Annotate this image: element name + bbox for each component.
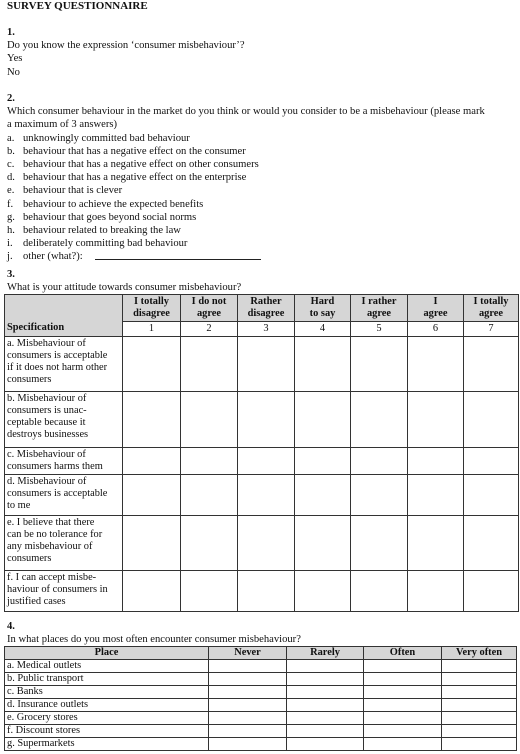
answer-cell[interactable] xyxy=(442,660,517,673)
scale-number: 1 xyxy=(123,322,181,337)
answer-option-other[interactable] xyxy=(7,250,515,263)
answer-cell[interactable] xyxy=(123,448,181,475)
frequency-header: Often xyxy=(364,647,442,660)
page-title: SURVEY QUESTIONNAIRE xyxy=(7,0,148,12)
scale-header: I totally disagree xyxy=(123,295,181,322)
answer-cell[interactable] xyxy=(364,686,442,699)
place-cell: a. Medical outlets xyxy=(5,660,209,673)
answer-cell[interactable] xyxy=(442,712,517,725)
answer-cell[interactable] xyxy=(238,475,295,516)
specification-header: Specification xyxy=(5,295,123,337)
answer-cell[interactable] xyxy=(364,712,442,725)
option-text: deliberately committing bad behaviour xyxy=(23,238,188,250)
answer-cell[interactable] xyxy=(351,337,408,392)
answer-cell[interactable] xyxy=(351,516,408,571)
table-row xyxy=(5,686,517,699)
answer-cell[interactable] xyxy=(209,738,287,751)
answer-cell[interactable] xyxy=(408,571,464,612)
answer-cell[interactable] xyxy=(287,712,364,725)
answer-option[interactable] xyxy=(7,132,515,145)
answer-cell[interactable] xyxy=(209,673,287,686)
table-row xyxy=(5,673,517,686)
answer-option[interactable] xyxy=(7,158,515,171)
answer-cell[interactable] xyxy=(238,337,295,392)
question-text: What is your attitude towards consumer misbehaviour? xyxy=(7,282,242,294)
answer-cell[interactable] xyxy=(287,660,364,673)
answer-cell[interactable] xyxy=(464,571,519,612)
option-letter: i. xyxy=(7,238,13,250)
place-cell: e. Grocery stores xyxy=(5,712,209,725)
answer-cell[interactable] xyxy=(295,392,351,448)
answer-cell[interactable] xyxy=(181,475,238,516)
question-text-line: Which consumer behaviour in the market do you think or would you consider to be a misbehaviour (please mark xyxy=(7,106,485,118)
places-table xyxy=(4,646,517,751)
statement-cell: d. Misbehaviour of consumers is acceptable to me xyxy=(5,475,123,516)
scale-header: I agree xyxy=(408,295,464,322)
statement-cell: e. I believe that there can be no tolerance for any misbehaviour of consumers xyxy=(5,516,123,571)
option-text: behaviour that goes beyond social norms xyxy=(23,211,197,223)
scale-number: 5 xyxy=(351,322,408,337)
option-letter: c. xyxy=(7,159,15,171)
answer-option[interactable] xyxy=(7,211,515,224)
answer-cell[interactable] xyxy=(181,392,238,448)
answer-cell[interactable] xyxy=(209,699,287,712)
question-number: 3. xyxy=(7,269,15,280)
table-row xyxy=(5,337,519,392)
statement-cell: f. I can accept misbe- haviour of consumers in justified cases xyxy=(5,571,123,612)
option-letter: f. xyxy=(7,198,14,210)
option-letter: a. xyxy=(7,132,15,144)
answer-cell[interactable] xyxy=(287,725,364,738)
option-text: behaviour that is clever xyxy=(23,185,123,197)
option-letter: b. xyxy=(7,145,15,157)
answer-cell[interactable] xyxy=(181,448,238,475)
question-2 xyxy=(7,92,515,264)
answer-cell[interactable] xyxy=(287,738,364,751)
option-letter: e. xyxy=(7,185,15,197)
option-text: behaviour to achieve the expected benefits xyxy=(23,198,204,210)
answer-option[interactable] xyxy=(7,198,515,211)
answer-option[interactable] xyxy=(7,171,515,184)
answer-cell[interactable] xyxy=(408,516,464,571)
answer-cell[interactable] xyxy=(209,686,287,699)
table-row xyxy=(5,725,517,738)
place-header: Place xyxy=(5,647,209,660)
scale-header: I rather agree xyxy=(351,295,408,322)
option-letter: j. xyxy=(7,251,13,263)
answer-cell[interactable] xyxy=(408,475,464,516)
answer-cell[interactable] xyxy=(442,673,517,686)
scale-header: I do not agree xyxy=(181,295,238,322)
other-answer-blank[interactable] xyxy=(95,250,261,260)
table-row xyxy=(5,738,517,751)
answer-cell[interactable] xyxy=(364,738,442,751)
scale-number: 3 xyxy=(238,322,295,337)
answer-cell[interactable] xyxy=(351,392,408,448)
answer-cell[interactable] xyxy=(408,392,464,448)
question-1 xyxy=(7,26,515,79)
table-row xyxy=(5,448,519,475)
question-text-line: a maximum of 3 answers) xyxy=(7,119,118,131)
scale-header: Rather disagree xyxy=(238,295,295,322)
table-row xyxy=(5,392,519,448)
answer-cell[interactable] xyxy=(123,392,181,448)
answer-cell[interactable] xyxy=(238,516,295,571)
scale-header: I totally agree xyxy=(464,295,519,322)
option-text: behaviour that has a negative effect on other consumers xyxy=(23,159,259,171)
answer-cell[interactable] xyxy=(295,571,351,612)
answer-cell[interactable] xyxy=(123,571,181,612)
answer-option[interactable] xyxy=(7,224,515,237)
answer-cell[interactable] xyxy=(181,516,238,571)
option-letter: h. xyxy=(7,225,15,237)
statement-cell: a. Misbehaviour of consumers is acceptable if it does not harm other consumers xyxy=(5,337,123,392)
answer-cell[interactable] xyxy=(123,337,181,392)
answer-cell[interactable] xyxy=(408,337,464,392)
question-number: 4. xyxy=(7,621,15,632)
frequency-header: Never xyxy=(209,647,287,660)
answer-cell[interactable] xyxy=(464,392,519,448)
answer-cell[interactable] xyxy=(442,738,517,751)
statement-cell: c. Misbehaviour of consumers harms them xyxy=(5,448,123,475)
answer-cell[interactable] xyxy=(123,475,181,516)
answer-cell[interactable] xyxy=(464,475,519,516)
option-text: unknowingly committed bad behaviour xyxy=(23,132,190,144)
option-text: behaviour that has a negative effect on the consumer xyxy=(23,145,246,157)
table-row xyxy=(5,475,519,516)
option-text: behaviour related to breaking the law xyxy=(23,225,181,237)
option-text: behaviour that has a negative effect on the enterprise xyxy=(23,172,247,184)
option-letter: g. xyxy=(7,211,15,223)
scale-number: 2 xyxy=(181,322,238,337)
option-text: other (what?): xyxy=(23,251,83,263)
answer-cell[interactable] xyxy=(442,699,517,712)
answer-option-no[interactable]: No xyxy=(7,66,20,78)
answer-cell[interactable] xyxy=(238,448,295,475)
answer-cell[interactable] xyxy=(442,686,517,699)
option-letter: d. xyxy=(7,172,15,184)
answer-cell[interactable] xyxy=(209,712,287,725)
answer-cell[interactable] xyxy=(351,571,408,612)
answer-cell[interactable] xyxy=(238,392,295,448)
answer-cell[interactable] xyxy=(287,686,364,699)
answer-cell[interactable] xyxy=(295,337,351,392)
question-3 xyxy=(7,268,515,294)
table-row xyxy=(5,516,519,571)
question-text: Do you know the expression ‘consumer misbehaviour’? xyxy=(7,40,245,52)
statement-cell: b. Misbehaviour of consumers is unac- ceptable because it destroys businesses xyxy=(5,392,123,448)
answer-cell[interactable] xyxy=(209,660,287,673)
answer-cell[interactable] xyxy=(364,699,442,712)
table-row xyxy=(5,660,517,673)
answer-cell[interactable] xyxy=(287,673,364,686)
question-number: 1. xyxy=(7,27,15,38)
answer-cell[interactable] xyxy=(464,516,519,571)
answer-cell[interactable] xyxy=(295,516,351,571)
table-row xyxy=(5,712,517,725)
answer-cell[interactable] xyxy=(464,337,519,392)
answer-cell[interactable] xyxy=(287,699,364,712)
frequency-header: Very often xyxy=(442,647,517,660)
answer-option[interactable] xyxy=(7,184,515,197)
answer-cell[interactable] xyxy=(351,475,408,516)
answer-cell[interactable] xyxy=(181,571,238,612)
answer-cell[interactable] xyxy=(181,337,238,392)
answer-option[interactable] xyxy=(7,237,515,250)
answer-cell[interactable] xyxy=(123,516,181,571)
answer-cell[interactable] xyxy=(364,725,442,738)
place-cell: d. Insurance outlets xyxy=(5,699,209,712)
question-number: 2. xyxy=(7,93,15,104)
answer-cell[interactable] xyxy=(364,673,442,686)
answer-cell[interactable] xyxy=(209,725,287,738)
question-4 xyxy=(7,620,515,646)
answer-cell[interactable] xyxy=(295,448,351,475)
place-cell: f. Discount stores xyxy=(5,725,209,738)
scale-number: 7 xyxy=(464,322,519,337)
place-cell: g. Supermarkets xyxy=(5,738,209,751)
place-cell: c. Banks xyxy=(5,686,209,699)
scale-number: 6 xyxy=(408,322,464,337)
answer-cell[interactable] xyxy=(364,660,442,673)
answer-cell[interactable] xyxy=(464,448,519,475)
answer-cell[interactable] xyxy=(351,448,408,475)
answer-cell[interactable] xyxy=(238,571,295,612)
table-row xyxy=(5,571,519,612)
attitude-table xyxy=(4,294,519,612)
answer-cell[interactable] xyxy=(442,725,517,738)
scale-header: Hard to say xyxy=(295,295,351,322)
answer-cell[interactable] xyxy=(408,448,464,475)
table-row xyxy=(5,699,517,712)
answer-option[interactable] xyxy=(7,145,515,158)
answer-option-yes[interactable]: Yes xyxy=(7,53,23,65)
answer-cell[interactable] xyxy=(295,475,351,516)
scale-number: 4 xyxy=(295,322,351,337)
question-text: In what places do you most often encounter consumer misbehaviour? xyxy=(7,634,301,646)
place-cell: b. Public transport xyxy=(5,673,209,686)
frequency-header: Rarely xyxy=(287,647,364,660)
